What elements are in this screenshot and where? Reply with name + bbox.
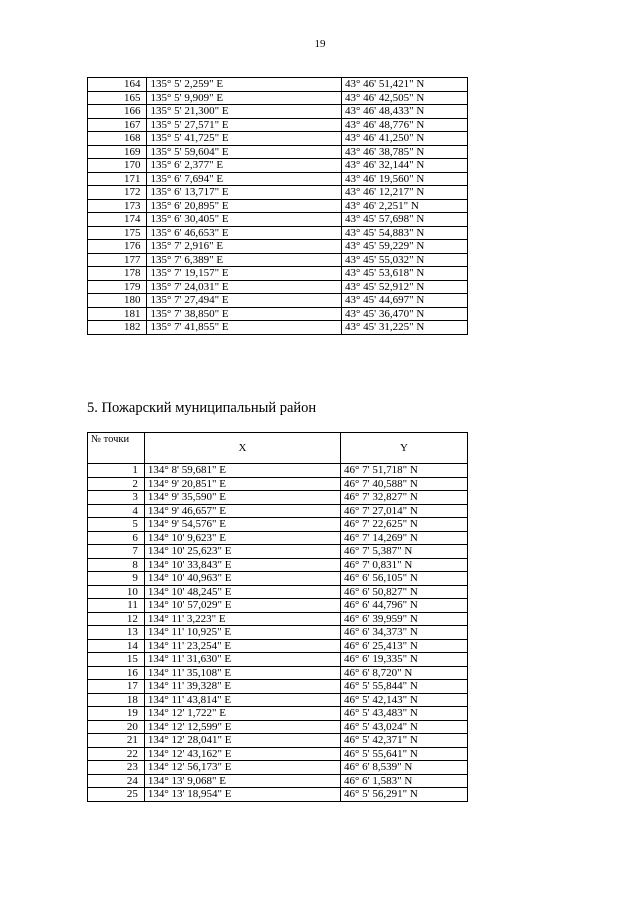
table-row	[88, 680, 468, 694]
x-coordinate-cell: 134° 9' 46,657" E	[144, 504, 340, 518]
table-row	[88, 504, 468, 518]
point-number-cell: 15	[88, 653, 145, 667]
x-coordinate-cell: 134° 10' 25,623" E	[144, 545, 340, 559]
y-coordinate-cell: 46° 5' 42,371" N	[340, 734, 467, 748]
x-coordinate-cell: 134° 11' 31,630" E	[144, 653, 340, 667]
y-coordinate-cell: 46° 6' 39,959" N	[340, 612, 467, 626]
table-row	[88, 666, 468, 680]
y-coordinate-cell: 43° 45' 52,912" N	[342, 280, 468, 294]
table-row	[88, 464, 468, 478]
y-coordinate-cell: 43° 46' 41,250" N	[342, 132, 468, 146]
table-row	[88, 280, 468, 294]
x-coordinate-cell: 134° 9' 35,590" E	[144, 491, 340, 505]
header-point-number: № точки	[88, 433, 145, 464]
y-coordinate-cell: 46° 6' 50,827" N	[340, 585, 467, 599]
point-number-cell: 182	[88, 321, 147, 335]
y-coordinate-cell: 46° 7' 0,831" N	[340, 558, 467, 572]
point-number-cell: 17	[88, 680, 145, 694]
y-coordinate-cell: 46° 7' 40,588" N	[340, 477, 467, 491]
point-number-cell: 25	[88, 788, 145, 802]
x-coordinate-cell: 134° 10' 40,963" E	[144, 572, 340, 586]
x-coordinate-cell: 134° 11' 43,814" E	[144, 693, 340, 707]
point-number-cell: 165	[88, 91, 147, 105]
y-coordinate-cell: 43° 45' 53,618" N	[342, 267, 468, 281]
x-coordinate-cell: 134° 10' 33,843" E	[144, 558, 340, 572]
y-coordinate-cell: 46° 6' 8,539" N	[340, 761, 467, 775]
table-row	[88, 91, 468, 105]
x-coordinate-cell: 135° 6' 20,895" E	[147, 199, 342, 213]
table-row	[88, 307, 468, 321]
point-number-cell: 179	[88, 280, 147, 294]
y-coordinate-cell: 46° 5' 55,641" N	[340, 747, 467, 761]
x-coordinate-cell: 134° 12' 43,162" E	[144, 747, 340, 761]
point-number-cell: 167	[88, 118, 147, 132]
x-coordinate-cell: 135° 6' 2,377" E	[147, 159, 342, 173]
table1-body	[88, 78, 468, 335]
point-number-cell: 19	[88, 707, 145, 721]
table-row	[88, 267, 468, 281]
table-row	[88, 145, 468, 159]
x-coordinate-cell: 135° 7' 41,855" E	[147, 321, 342, 335]
y-coordinate-cell: 43° 45' 55,032" N	[342, 253, 468, 267]
x-coordinate-cell: 134° 10' 57,029" E	[144, 599, 340, 613]
point-number-cell: 173	[88, 199, 147, 213]
x-coordinate-cell: 134° 11' 39,328" E	[144, 680, 340, 694]
y-coordinate-cell: 46° 5' 56,291" N	[340, 788, 467, 802]
y-coordinate-cell: 43° 46' 42,505" N	[342, 91, 468, 105]
y-coordinate-cell: 46° 6' 8,720" N	[340, 666, 467, 680]
point-number-cell: 168	[88, 132, 147, 146]
table-row	[88, 253, 468, 267]
y-coordinate-cell: 46° 7' 51,718" N	[340, 464, 467, 478]
table-row	[88, 240, 468, 254]
x-coordinate-cell: 134° 11' 35,108" E	[144, 666, 340, 680]
table-row	[88, 321, 468, 335]
table-row	[88, 639, 468, 653]
x-coordinate-cell: 135° 7' 2,916" E	[147, 240, 342, 254]
y-coordinate-cell: 46° 6' 19,335" N	[340, 653, 467, 667]
point-number-cell: 24	[88, 774, 145, 788]
header-x: X	[144, 433, 340, 464]
y-coordinate-cell: 46° 6' 56,105" N	[340, 572, 467, 586]
x-coordinate-cell: 135° 6' 13,717" E	[147, 186, 342, 200]
y-coordinate-cell: 43° 45' 36,470" N	[342, 307, 468, 321]
x-coordinate-cell: 135° 7' 38,850" E	[147, 307, 342, 321]
point-number-cell: 5	[88, 518, 145, 532]
x-coordinate-cell: 134° 10' 48,245" E	[144, 585, 340, 599]
table-row	[88, 132, 468, 146]
coordinates-table-continued	[87, 77, 468, 335]
y-coordinate-cell: 43° 45' 59,229" N	[342, 240, 468, 254]
y-coordinate-cell: 46° 6' 1,583" N	[340, 774, 467, 788]
y-coordinate-cell: 46° 7' 22,625" N	[340, 518, 467, 532]
x-coordinate-cell: 135° 6' 30,405" E	[147, 213, 342, 227]
y-coordinate-cell: 43° 45' 31,225" N	[342, 321, 468, 335]
x-coordinate-cell: 135° 5' 21,300" E	[147, 105, 342, 119]
point-number-cell: 21	[88, 734, 145, 748]
point-number-cell: 2	[88, 477, 145, 491]
y-coordinate-cell: 43° 46' 51,421" N	[342, 78, 468, 92]
point-number-cell: 9	[88, 572, 145, 586]
point-number-cell: 4	[88, 504, 145, 518]
y-coordinate-cell: 43° 46' 38,785" N	[342, 145, 468, 159]
table-row	[88, 558, 468, 572]
table-row	[88, 78, 468, 92]
point-number-cell: 14	[88, 639, 145, 653]
point-number-cell: 178	[88, 267, 147, 281]
point-number-cell: 171	[88, 172, 147, 186]
table-row	[88, 531, 468, 545]
point-number-cell: 22	[88, 747, 145, 761]
x-coordinate-cell: 135° 5' 2,259" E	[147, 78, 342, 92]
table-row	[88, 693, 468, 707]
x-coordinate-cell: 134° 8' 59,681" E	[144, 464, 340, 478]
table-row	[88, 118, 468, 132]
table-row	[88, 612, 468, 626]
table-row	[88, 105, 468, 119]
table-row	[88, 585, 468, 599]
point-number-cell: 172	[88, 186, 147, 200]
point-number-cell: 18	[88, 693, 145, 707]
table-row	[88, 226, 468, 240]
x-coordinate-cell: 134° 12' 28,041" E	[144, 734, 340, 748]
table-row	[88, 213, 468, 227]
header-y: Y	[340, 433, 467, 464]
point-number-cell: 8	[88, 558, 145, 572]
table-row	[88, 572, 468, 586]
y-coordinate-cell: 43° 45' 54,883" N	[342, 226, 468, 240]
y-coordinate-cell: 46° 6' 34,373" N	[340, 626, 467, 640]
y-coordinate-cell: 43° 46' 12,217" N	[342, 186, 468, 200]
y-coordinate-cell: 46° 6' 25,413" N	[340, 639, 467, 653]
page-number: 19	[314, 38, 326, 50]
x-coordinate-cell: 134° 12' 12,599" E	[144, 720, 340, 734]
point-number-cell: 181	[88, 307, 147, 321]
x-coordinate-cell: 134° 10' 9,623" E	[144, 531, 340, 545]
table-row	[88, 707, 468, 721]
table-row	[88, 159, 468, 173]
coordinates-table-pozharsky	[87, 432, 468, 802]
y-coordinate-cell: 43° 46' 48,433" N	[342, 105, 468, 119]
point-number-cell: 13	[88, 626, 145, 640]
table-row	[88, 761, 468, 775]
x-coordinate-cell: 135° 7' 6,389" E	[147, 253, 342, 267]
point-number-cell: 170	[88, 159, 147, 173]
table-row	[88, 294, 468, 308]
table-row	[88, 734, 468, 748]
table-row	[88, 199, 468, 213]
y-coordinate-cell: 46° 7' 14,269" N	[340, 531, 467, 545]
table-row	[88, 599, 468, 613]
point-number-cell: 10	[88, 585, 145, 599]
table-row	[88, 186, 468, 200]
point-number-cell: 3	[88, 491, 145, 505]
x-coordinate-cell: 134° 9' 20,851" E	[144, 477, 340, 491]
section-title: 5. Пожарский муниципальный район	[87, 400, 317, 416]
y-coordinate-cell: 46° 7' 27,014" N	[340, 504, 467, 518]
x-coordinate-cell: 135° 7' 27,494" E	[147, 294, 342, 308]
point-number-cell: 1	[88, 464, 145, 478]
y-coordinate-cell: 43° 46' 48,776" N	[342, 118, 468, 132]
x-coordinate-cell: 135° 6' 46,653" E	[147, 226, 342, 240]
table-header-row	[88, 433, 468, 464]
table-row	[88, 774, 468, 788]
y-coordinate-cell: 46° 7' 5,387" N	[340, 545, 467, 559]
point-number-cell: 166	[88, 105, 147, 119]
x-coordinate-cell: 135° 5' 27,571" E	[147, 118, 342, 132]
x-coordinate-cell: 134° 12' 56,173" E	[144, 761, 340, 775]
x-coordinate-cell: 135° 5' 59,604" E	[147, 145, 342, 159]
table-row	[88, 491, 468, 505]
x-coordinate-cell: 135° 5' 41,725" E	[147, 132, 342, 146]
point-number-cell: 176	[88, 240, 147, 254]
y-coordinate-cell: 46° 5' 43,483" N	[340, 707, 467, 721]
point-number-cell: 180	[88, 294, 147, 308]
x-coordinate-cell: 134° 11' 23,254" E	[144, 639, 340, 653]
point-number-cell: 164	[88, 78, 147, 92]
point-number-cell: 16	[88, 666, 145, 680]
point-number-cell: 23	[88, 761, 145, 775]
y-coordinate-cell: 46° 7' 32,827" N	[340, 491, 467, 505]
x-coordinate-cell: 134° 9' 54,576" E	[144, 518, 340, 532]
x-coordinate-cell: 134° 11' 3,223" E	[144, 612, 340, 626]
table-row	[88, 653, 468, 667]
y-coordinate-cell: 46° 5' 43,024" N	[340, 720, 467, 734]
point-number-cell: 177	[88, 253, 147, 267]
x-coordinate-cell: 134° 11' 10,925" E	[144, 626, 340, 640]
y-coordinate-cell: 43° 46' 2,251" N	[342, 199, 468, 213]
point-number-cell: 11	[88, 599, 145, 613]
table-row	[88, 172, 468, 186]
point-number-cell: 12	[88, 612, 145, 626]
table2-body	[88, 464, 468, 802]
y-coordinate-cell: 46° 5' 42,143" N	[340, 693, 467, 707]
x-coordinate-cell: 135° 7' 24,031" E	[147, 280, 342, 294]
x-coordinate-cell: 135° 5' 9,909" E	[147, 91, 342, 105]
table-row	[88, 477, 468, 491]
table-row	[88, 747, 468, 761]
x-coordinate-cell: 135° 7' 19,157" E	[147, 267, 342, 281]
y-coordinate-cell: 46° 5' 55,844" N	[340, 680, 467, 694]
y-coordinate-cell: 43° 46' 32,144" N	[342, 159, 468, 173]
y-coordinate-cell: 46° 6' 44,796" N	[340, 599, 467, 613]
table2-header	[88, 433, 468, 464]
x-coordinate-cell: 134° 13' 9,068" E	[144, 774, 340, 788]
point-number-cell: 169	[88, 145, 147, 159]
point-number-cell: 20	[88, 720, 145, 734]
table-row	[88, 720, 468, 734]
table-row	[88, 545, 468, 559]
table-row	[88, 626, 468, 640]
table-row	[88, 788, 468, 802]
table-row	[88, 518, 468, 532]
x-coordinate-cell: 134° 12' 1,722" E	[144, 707, 340, 721]
y-coordinate-cell: 43° 46' 19,560" N	[342, 172, 468, 186]
point-number-cell: 175	[88, 226, 147, 240]
point-number-cell: 174	[88, 213, 147, 227]
y-coordinate-cell: 43° 45' 44,697" N	[342, 294, 468, 308]
y-coordinate-cell: 43° 45' 57,698" N	[342, 213, 468, 227]
point-number-cell: 6	[88, 531, 145, 545]
point-number-cell: 7	[88, 545, 145, 559]
x-coordinate-cell: 135° 6' 7,694" E	[147, 172, 342, 186]
x-coordinate-cell: 134° 13' 18,954" E	[144, 788, 340, 802]
